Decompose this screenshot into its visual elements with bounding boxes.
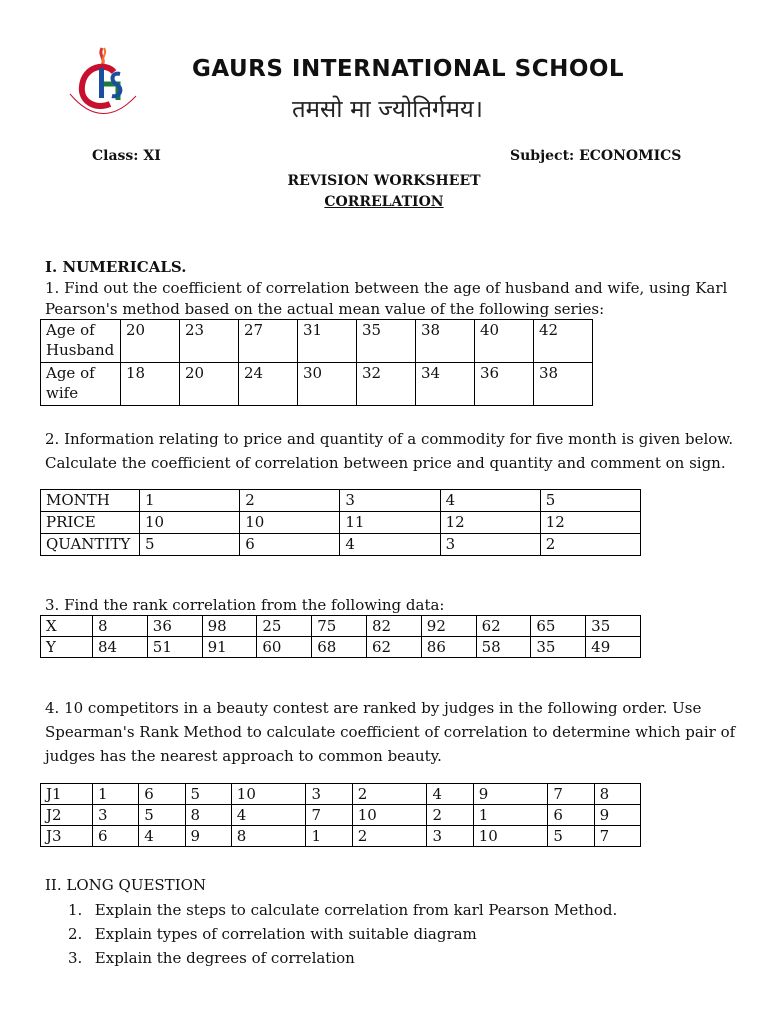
q3-table (40, 615, 641, 658)
table-cell: 12 (540, 512, 640, 534)
q1-line2: Pearson's method based on the actual mean value of the following series: (45, 300, 605, 318)
table-cell: 3 (93, 805, 139, 826)
table-cell: 84 (93, 637, 148, 658)
row-label: Age of Husband (41, 320, 121, 363)
table-cell: 4 (427, 784, 473, 805)
table-cell: 10 (473, 826, 548, 847)
table-cell: 5 (185, 784, 231, 805)
table-cell: 6 (139, 784, 185, 805)
table-cell: 51 (147, 637, 202, 658)
table-cell: 86 (421, 637, 476, 658)
table-cell: 9 (185, 826, 231, 847)
table-cell: 2 (240, 490, 340, 512)
q4-line3: judges has the nearest approach to common beauty. (45, 747, 442, 765)
table-cell: 31 (298, 320, 357, 363)
table-cell: 2 (352, 784, 427, 805)
table-cell: 40 (475, 320, 534, 363)
table-row (41, 616, 641, 637)
table-row (41, 490, 641, 512)
table-cell: J2 (41, 805, 93, 826)
table-cell: 4 (340, 534, 440, 556)
table-cell: 49 (586, 637, 641, 658)
school-name: GAURS INTERNATIONAL SCHOOL (192, 56, 625, 82)
table-cell: J1 (41, 784, 93, 805)
class-label: Class: XI (92, 148, 161, 164)
table-cell: 4 (139, 826, 185, 847)
table-row (41, 320, 593, 363)
table-cell: 8 (185, 805, 231, 826)
table-cell: 3 (306, 784, 352, 805)
table-cell: 35 (531, 637, 586, 658)
table-cell: 6 (548, 805, 594, 826)
table-cell: 9 (473, 784, 548, 805)
table-row (41, 363, 593, 406)
subject-label: Subject: ECONOMICS (510, 148, 682, 164)
table-cell: 60 (257, 637, 312, 658)
table-cell: 11 (340, 512, 440, 534)
table-cell: 10 (352, 805, 427, 826)
table-cell: 10 (140, 512, 240, 534)
q2-line2: Calculate the coefficient of correlation between price and quantity and comment on sign. (45, 454, 726, 472)
table-cell: QUANTITY (41, 534, 140, 556)
long-question-list (68, 898, 617, 970)
table-cell: 75 (312, 616, 367, 637)
table-cell: 5 (540, 490, 640, 512)
table-cell: 20 (180, 363, 239, 406)
school-logo (62, 44, 142, 124)
table-cell: 30 (298, 363, 357, 406)
section1-heading: I. NUMERICALS. (45, 258, 187, 276)
row-label: Age of wife (41, 363, 121, 406)
list-item: 2. Explain types of correlation with suitable diagram (68, 925, 477, 943)
table-cell: 35 (586, 616, 641, 637)
table-cell: 23 (180, 320, 239, 363)
q2-line1: 2. Information relating to price and quantity of a commodity for five month is given below. (45, 430, 734, 448)
table-cell: 5 (140, 534, 240, 556)
table-cell: 7 (548, 784, 594, 805)
table-cell: 58 (476, 637, 531, 658)
table-cell: 18 (121, 363, 180, 406)
section2-heading: II. LONG QUESTION (45, 876, 207, 894)
table-cell: 6 (240, 534, 340, 556)
table-row (41, 826, 641, 847)
table-row (41, 637, 641, 658)
q1-table (40, 319, 593, 406)
table-cell: 98 (202, 616, 257, 637)
table-cell: 27 (239, 320, 298, 363)
table-cell: J3 (41, 826, 93, 847)
q4-line2: Spearman's Rank Method to calculate coefficient of correlation to determine which pair of (45, 723, 736, 741)
table-cell: 12 (440, 512, 540, 534)
table-cell: 35 (357, 320, 416, 363)
table-cell: 1 (473, 805, 548, 826)
table-cell: 6 (93, 826, 139, 847)
table-cell: 36 (147, 616, 202, 637)
table-cell: 8 (594, 784, 640, 805)
table-cell: 62 (366, 637, 421, 658)
table-cell: 34 (416, 363, 475, 406)
table-cell: 7 (594, 826, 640, 847)
table-cell: X (41, 616, 93, 637)
worksheet-title: REVISION WORKSHEET (287, 173, 481, 189)
table-cell: 38 (534, 363, 593, 406)
table-cell: 8 (231, 826, 306, 847)
list-item: 3. Explain the degrees of correlation (68, 949, 355, 967)
table-cell: 2 (427, 805, 473, 826)
table-cell: 9 (594, 805, 640, 826)
q1-line1: 1. Find out the coefficient of correlation between the age of husband and wife, using Karl (45, 279, 728, 297)
table-cell: 5 (139, 805, 185, 826)
table-cell: 3 (440, 534, 540, 556)
list-item: 1. Explain the steps to calculate correlation from karl Pearson Method. (68, 901, 618, 919)
table-cell: 42 (534, 320, 593, 363)
table-cell: MONTH (41, 490, 140, 512)
q2-table (40, 489, 641, 556)
table-cell: 7 (306, 805, 352, 826)
table-cell: 2 (352, 826, 427, 847)
table-cell: 20 (121, 320, 180, 363)
table-cell: 1 (306, 826, 352, 847)
table-row (41, 512, 641, 534)
table-cell: 3 (340, 490, 440, 512)
q4-table (40, 783, 641, 847)
table-cell: 38 (416, 320, 475, 363)
table-cell: 91 (202, 637, 257, 658)
table-cell: 5 (548, 826, 594, 847)
table-cell: 10 (240, 512, 340, 534)
table-cell: 32 (357, 363, 416, 406)
table-cell: 62 (476, 616, 531, 637)
table-row (41, 784, 641, 805)
table-cell: 36 (475, 363, 534, 406)
table-cell: 4 (231, 805, 306, 826)
table-cell: 2 (540, 534, 640, 556)
table-cell: 24 (239, 363, 298, 406)
table-cell: 8 (93, 616, 148, 637)
table-cell: PRICE (41, 512, 140, 534)
q4-line1: 4. 10 competitors in a beauty contest are ranked by judges in the following order. Use (45, 699, 702, 717)
table-cell: 3 (427, 826, 473, 847)
table-cell: Y (41, 637, 93, 658)
table-cell: 10 (231, 784, 306, 805)
table-cell: 1 (140, 490, 240, 512)
table-cell: 92 (421, 616, 476, 637)
table-cell: 4 (440, 490, 540, 512)
worksheet-topic: CORRELATION (324, 194, 444, 210)
table-row (41, 805, 641, 826)
school-motto: तमसो मा ज्योतिर्गमय। (292, 95, 483, 123)
table-cell: 65 (531, 616, 586, 637)
table-cell: 25 (257, 616, 312, 637)
table-cell: 68 (312, 637, 367, 658)
table-cell: 1 (93, 784, 139, 805)
table-row (41, 534, 641, 556)
q3-line1: 3. Find the rank correlation from the following data: (45, 596, 445, 614)
table-cell: 82 (366, 616, 421, 637)
